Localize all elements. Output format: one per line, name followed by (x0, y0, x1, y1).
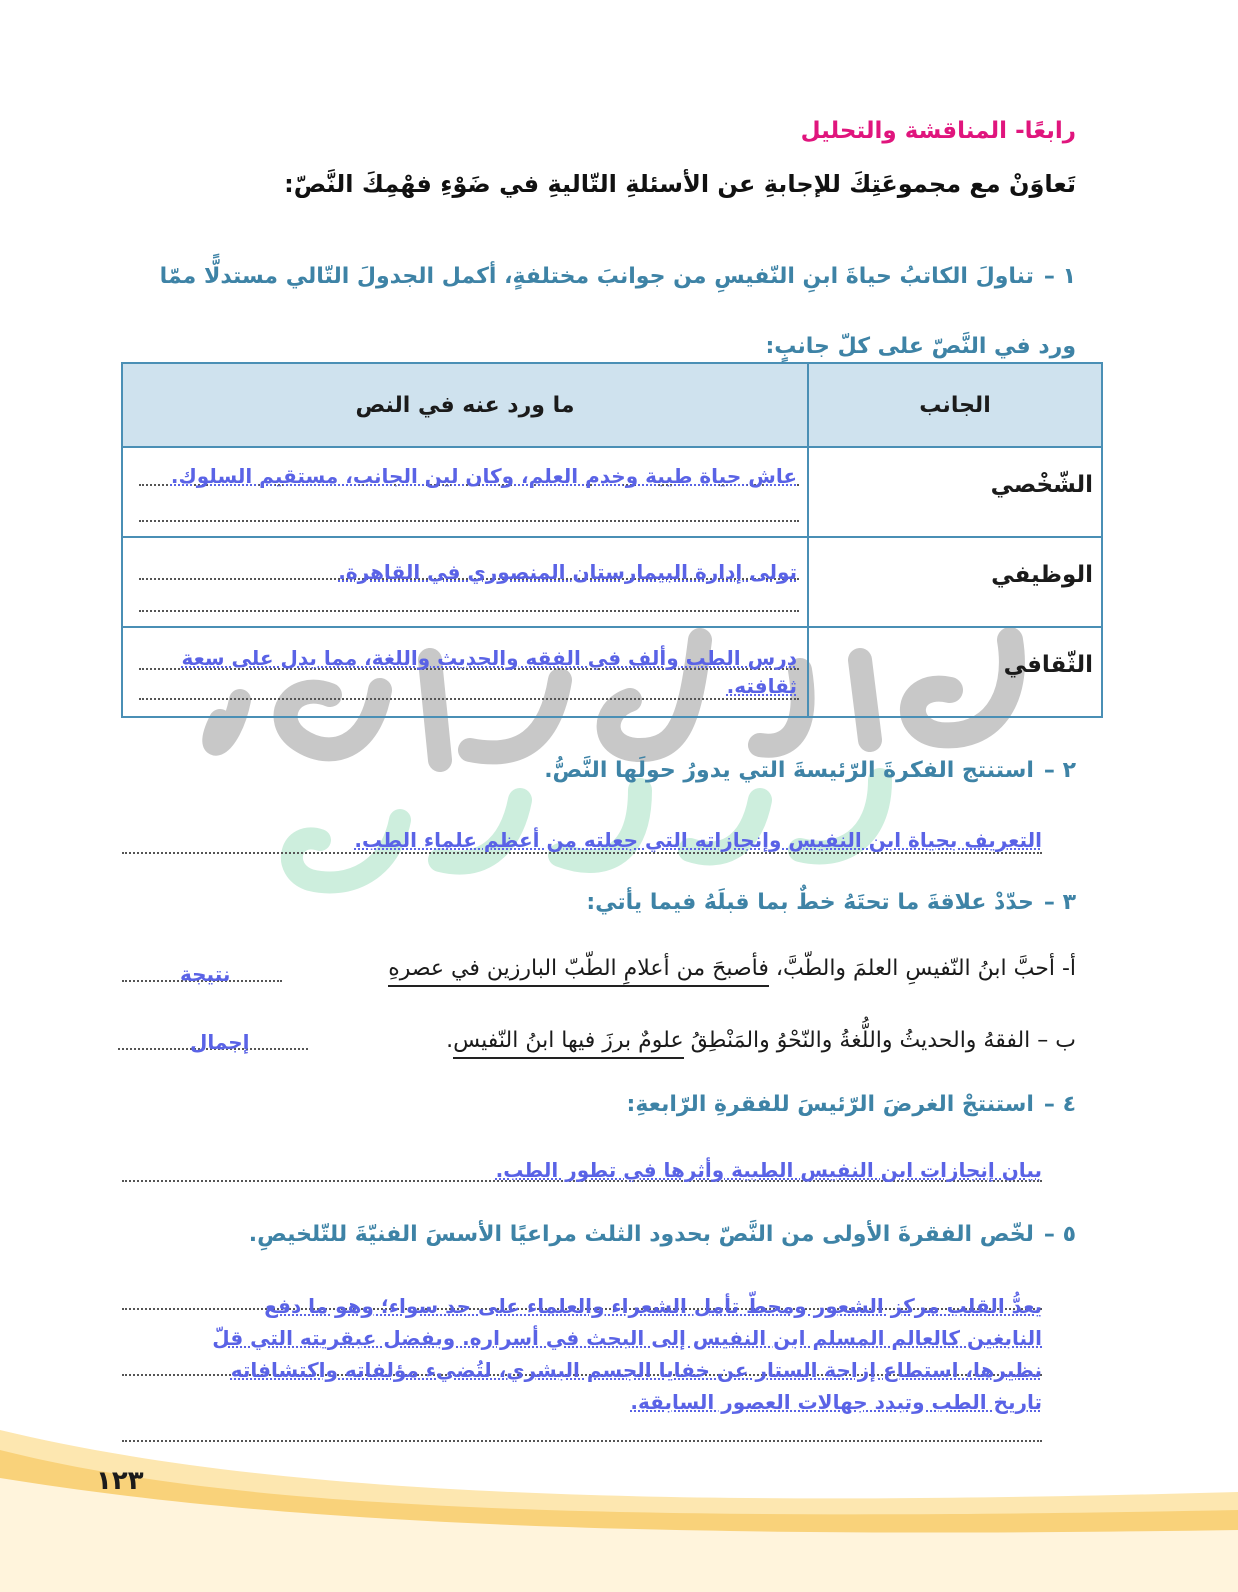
answer-cell[interactable] (122, 447, 808, 537)
question-5 (249, 1222, 1076, 1247)
table-row (122, 627, 1102, 717)
answer-q5[interactable]: يعدُّ القلب مركز الشعور ومحطّ تأمل الشعراء والعلماء على حد سواء؛ وهو ما دفع النابغين كالعالم المسلم ابن النفيس إلى البحث في أسراره. وبفضل عبقريته التي قلّ نظيرها، استطاع إزاحة الستار عن خفايا الجسم البشري، لتُضيء مؤلفاته واكتشافاته تاريخ الطب وتبدد جهالات العصور السابقة. (212, 1294, 1042, 1414)
question-4-text: استنتجْ الغرضَ الرّئيسَ للفقرةِ الرّابعةِ: (626, 1092, 1034, 1117)
item-b-underlined: علومٌ برزَ فيها ابنُ النّفيس (453, 1028, 684, 1059)
table-header-row (122, 363, 1102, 447)
question-2-text: استنتج الفكرةَ الرّئيسةَ التي يدورُ حولَها النَّصُّ. (544, 758, 1034, 783)
page-number: ١٢٣ (96, 1466, 144, 1496)
item-a-prefix: أ- أحبَّ ابنُ النّفيسِ العلمَ والطّبَّ، (768, 956, 1076, 981)
answer-cell[interactable] (122, 627, 808, 717)
question-4-number: ٤ – (1043, 1092, 1076, 1117)
bottom-wave-decoration (0, 1400, 1238, 1592)
item-b-prefix: ب – الفقهُ والحديثُ واللُّغةُ والنّحْوُ والمَنْطِقُ (683, 1028, 1076, 1053)
aspect-cultural: الثّقافي (808, 627, 1102, 717)
answer-q3a[interactable]: نتيجة (180, 962, 231, 986)
question-3-number: ٣ – (1043, 890, 1076, 915)
answer-cultural: درس الطب وألف في الفقه والحديث واللغة، مما يدل على سعة ثقافته. (181, 646, 797, 698)
aspects-table (121, 362, 1103, 718)
question-1 (126, 242, 1076, 382)
table-row (122, 447, 1102, 537)
answer-q2[interactable]: التعريف بحياة ابن النفيس وإنجازاته التي جعلته من أعظم علماء الطب. (354, 828, 1042, 852)
table-row (122, 537, 1102, 627)
answer-personal: عاش حياة طيبة وخدم العلم، وكان لين الجانب، مستقيم السلوك. (170, 464, 797, 488)
aspect-professional: الوظيفي (808, 537, 1102, 627)
question-1-text: تناولَ الكاتبُ حياةَ ابنِ النّفيسِ من جوانبَ مختلفةٍ، أكمل الجدولَ التّالي مستدلًّا ممّا ورد في النَّصّ على كلّ جانبٍ: (159, 264, 1076, 359)
aspect-personal: الشّخْصي (808, 447, 1102, 537)
answer-q3b[interactable]: إجمال (190, 1030, 250, 1054)
question-3-text: حدّدْ علاقةَ ما تحتَهُ خطٌ بما قبلَهُ فيما يأتي: (586, 890, 1034, 915)
item-b (446, 1028, 1076, 1053)
header-content: ما ورد عنه في النص (122, 363, 808, 447)
question-2-number: ٢ – (1043, 758, 1076, 783)
question-1-number: ١ – (1043, 264, 1076, 289)
answer-cell[interactable] (122, 537, 808, 627)
item-b-suffix: . (446, 1028, 454, 1053)
question-4 (627, 1092, 1076, 1117)
question-2 (544, 758, 1076, 783)
question-5-number: ٥ – (1043, 1222, 1076, 1247)
header-aspect: الجانب (808, 363, 1102, 447)
item-a (388, 956, 1076, 981)
intro-instruction: تَعاوَنْ مع مجموعَتِكَ للإجابةِ عن الأسئلةِ التّاليةِ في ضَوْءِ فهْمِكَ النَّصّ: (284, 170, 1076, 198)
answer-q4[interactable]: بيان إنجازات ابن النفيس الطبية وأثرها في تطور الطب. (495, 1158, 1042, 1182)
question-3 (586, 890, 1076, 915)
item-a-underlined: فأصبحَ من أعلامِ الطّبّ البارزين في عصرهِ (388, 956, 769, 987)
answer-professional: تولى إدارة البيمارستان المنصوري في القاهرة. (338, 560, 797, 584)
section-title: رابعًا- المناقشة والتحليل (800, 118, 1076, 144)
answer-line (122, 1440, 1042, 1442)
question-5-text: لخّص الفقرةَ الأولى من النَّصّ بحدود الثلث مراعيًا الأسسَ الفنيّةَ للتّلخيصِ. (248, 1222, 1034, 1247)
